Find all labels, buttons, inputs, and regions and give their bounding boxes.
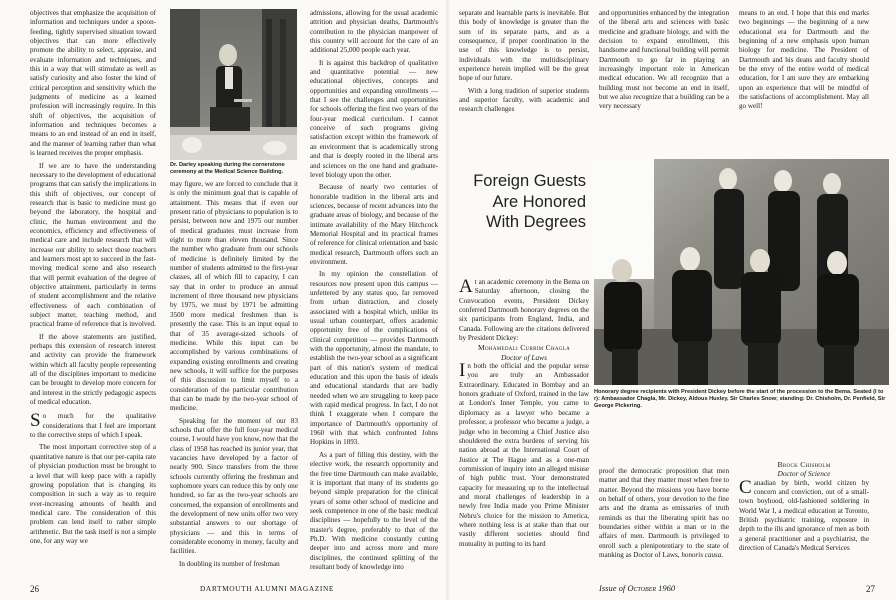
right-top-column-2 [599,9,729,112]
citation-paragraph [459,362,589,549]
honoree-name-chagla: Mohamedali Currim Chagla [477,343,571,353]
right-column-3 [739,460,869,553]
paragraph: In doubling its number of freshman [179,559,280,568]
honorary-recipients-photo-graphic [594,159,889,385]
drop-cap: C [739,476,752,498]
paragraph: may figure, we are forced to conclude that it is only the minimum goal that is capable of attainment. This means that if even our present ratio of physicians to population is to persist, between now and 1975 our number of medical graduates must increase from eight to more than eleven thousand. Since the number who graduate from our schools of medicine is definitely limited by the number of students admitted to the first-year classes, all of which fill to capacity, I can say that in order to produce an annual increment of three thousand new physicians by 1975, we must by 1971 be admitting 3500 more medical freshmen than is presently the case. This is an input equal to that of 35 average-sized schools of medicine. While this input can be accomplished by various combinations of expanding existing enrollments and creating new schools, it will suffice for the purposes of this discussion to limit myself to a consideration of the particular contribution that can be made by the two-year school of medicine. [170,180,298,413]
paragraph: If we are to have the understanding necessary to the development of educational programs that can satisfy the implications in this shift of objectives, our concept of research that is basic to medicine must go beyond the laboratory, the hospital and clinic, the human environment and the economics, efficiency and effectiveness of medical care and include research that will increase our ability to select those teachers and learners most apt to succeed in the fast-moving medical scene and also research that will permit evaluation of the degree of objective attainment, particularly in terms of student accomplishment and the relative effectiveness of each combination of subject matter, teaching method, and practical frame of reference that is involved. [30,161,156,329]
left-column-2 [170,180,298,569]
paragraph: In my opinion the constellation of resources now present upon this campus — unfettered by any status quo, far removed from urban distraction, and closely associated with a hospital which, unlike its usual urban counterpart, offers academic opportunity free of the complications of clinical competition — provides Dartmouth with the opportunity, almost the mandate, to establish the two-year school as a significant part of this nation's system of medical education and this upon the basis of ideals and educational standards that are badly needed when we are struggling to keep pace with rapid medical progress. In fact, I do not think I exaggerate when I compare the importance of Dartmouth's opportunity of 1960 with that which confronted Johns Hopkins in 1893. [310,270,438,447]
right-top-column-3 [739,9,869,112]
paragraph: Because of nearly two centuries of honorable tradition in the liberal arts and sciences, because of recent advances into the graduate areas of biology, and because of the intimate availability of the Mary Hitchcock Memorial Hospital and its practical frames of reference for clinical orientation and basic medical research, Dartmouth offers such an environment. [310,183,438,266]
left-column-1 [30,9,156,546]
left-column-3 [310,9,438,572]
paragraph-text: proof the democratic proposition that men matter and that they matter most when free to matter. Beyond the missions you have borne on behalf of others, your devotion to the fine arts and the drama as emissaries of truth reminds us that the liberating spirit has no boundaries either within a man or in the affairs of men. Dartmouth is privileged to enroll such a plenipotentiary to the state of manking as Doctor of Laws, [599,467,729,560]
paragraph-text: n both the official and the popular sense you are truly an Ambassador Extraordinary. Educated in Bombay and an honors graduate of Oxford, trained in the law at London's Inner Temple, you came to diplomacy as a lawyer who became a professor, a professor who became a judge, a judge who in becoming a Chief Justice also shouldered the extra burdens of serving his nation abroad at the International Court of Justice at The Hague and as a one-man commission of inquiry into an alleged misuse of high public trust. Your demonstrated capacity for measuring up to the intellectual and moral challenges of leadership in a newly free India made you Prime Minister Nehru's choice for the mission to America, where nothing less is at stake than that our vastly different societies should find mutuality in putting to its hard [459,362,589,548]
drop-cap: I [459,360,466,382]
paragraph: and opportunities enhanced by the integration of the liberal arts and sciences with basic medicine and graduate biology, and with the decision to expand enrollment, this handsome and functional building will permit Dartmouth to go far in playing an increasingly important role in American medical education. We all recognize that a building must not become an end in itself, but we also recognize that a building can be a very necessary [599,9,729,111]
paragraph [599,467,729,560]
degree-title-chagla: Doctor of Laws [501,352,547,362]
honoris-causa: honoris causa. [681,551,724,560]
paragraph: separate and learnable parts is inevitable. But this body of knowledge is greater than the sum of its separate parts, and as a consequence, if proper coordination in the use of this knowledge is to persist, individuals with the multidisciplinary experience herein implied will be the great hope of our future. [459,9,589,83]
paragraph: It is against this backdrop of qualitative and quantitative potential — new educational objectives, concepts and opportunities and expanding enrollments — that I see the challenges and opportunities for schools offering the first two years of the four-year medical curriculum. I cannot conceive of such programs giving satisfaction except within the framework of an environment that is academically strong and that is deeply rooted in the liberal arts and sciences on the one hand and graduate-level biology upon the other. [310,58,438,179]
headline-line-2: Are Honored [492,192,586,211]
right-top-column-1 [459,9,589,115]
headline-line-1: Foreign Guests [473,172,586,190]
paragraph: With a long tradition of superior students and superior faculty, with academic and research challenges [459,86,589,114]
paragraph: If the above statements are justified, perhaps this extension of research interest and activity can provide the framework within which all faculty people representing all of the disciplines important to medicine can be brought to develop more concern for and interest in the strictly pedagogic aspects of medical education. [30,332,156,407]
paragraph: admissions, allowing for the usual academic attrition and physician deaths, Dartmouth's contribution to the physician manpower of this country will account for the care of an additional 25,000 people each year. [310,9,438,55]
page-gutter [446,0,450,600]
paragraph-text: t an academic ceremony in the Bema on Saturday afternoon, closing the Convocation events, President Dickey conferred Dartmouth honorary degrees on the six participants from England, India, and Canada. Following are the citations delivered by President Dickey: [459,278,589,343]
drop-cap: A [459,276,473,297]
issue-footer [599,583,675,593]
right-column-2 [599,467,729,560]
paragraph: The most important corrective step of a quantitative nature is that our per-capita rate of physician production must be brought to a level that will keep pace with a rapidly growing population that is changing its composition in such a way as to require ever-increasing amounts of health and medical care. The consideration of this problem can lend itself to rather simple arithmetic. But the task itself is not a simple one, for any way we [30,443,156,545]
honoree-name-chisholm: Brock Chisholm [777,460,831,469]
article-headline [456,171,586,233]
issue-label: Issue of [599,583,626,593]
paragraph: objectives that emphasize the acquisition of information and techniques under a spoon-feeding, tightly supervised situation toward objectives that can more effectively promote the ability to select, appraise, and evaluate information and techniques, and this in a way that will stimulate as well as satisfy curiosity and also foster the kind of critical perception and sensitivity which the judgments of medicine as a learned profession will increasingly require. In this shift of objectives, the acquisition of information and techniques becomes a means to an end instead of an end in itself, and the manner of learning rather than what is learned receives the proper emphasis. [30,9,156,158]
paragraph: means to an end. I hope that this end marks two beginnings — the beginning of a new educational era for Dartmouth and the beginning of a new emphasis upon human biology for medicine. The President of Dartmouth and his deans and faculty should be the envy of the entire world of medical education, for I am sure they are embarking upon an experience that will be mindful of the satisfactions of accomplishment. May all go well! [739,9,869,111]
cornerstone-photo-caption: Dr. Darley speaking during the cornerstone ceremony at the Medical Science Building. [170,162,285,175]
paragraph-text: o much for the qualitative considerations that I feel are important to the corrective steps of which I speak. [30,412,156,440]
drop-cap: S [30,410,41,432]
citation-paragraph [739,476,869,554]
honorary-recipients-photo [594,159,889,385]
cornerstone-photo [170,9,297,160]
intro-paragraph [459,278,589,343]
paragraph-text: anadian by birth, world citizen by concern and conviction, out of a small-town boyhood, old-fashioned soldiering in World War I, a medical education at Toronto, British psychiatric training, exposure in depth to the ills and ignorance of men as both a general practitioner and a psychiatrist, the direction of Canada's Medical Services [739,478,869,553]
cornerstone-photo-graphic [170,9,297,160]
page-number-left: 26 [30,584,39,594]
issue-date: October 1960 [627,583,676,593]
paragraph [30,412,156,440]
page-number-right: 27 [866,584,875,594]
right-column-1 [459,278,589,549]
magazine-footer: DARTMOUTH ALUMNI MAGAZINE [200,584,335,593]
degree-title-chisholm: Doctor of Science [777,469,831,479]
honorary-photo-caption: Honorary degree recipients with President Dickey before the start of the procession to the Bema. Seated (l to r): Ambassador Chagla, Mr. Dickey, Aldous Huxley, Sir Charles Snow; standing: Dr. Chisholm, Dr. Penfield, Sir George Pickering. [594,389,886,409]
paragraph: Speaking for the moment of our 83 schools that offer the full four-year medical course, I would have you know, now that the class of 1958 has reached its junior year, that vacancies have developed by a factor of nearly 900. Since transfers from the three schools currently offering the freshman and sophomore years can reduce this by only one hundred, so far as the two-year schools are concerned, the expansion of enrollments and the development of new units offer two very substantial answers to our shortage of physicians — and this in terms of considerable economy in money, faculty and facilities. [170,416,298,556]
headline-line-3: With Degrees [486,213,586,231]
paragraph: As a part of filling this destiny, with the elective work, the research opportunity and the free time Dartmouth can make available, it is important that many of its students go beyond simple preparation for the clinical years of some other school of medicine and seek competence in one of the basic medical disciplines — hopefully to the level of the master's degree, preferably to that of the Ph.D. With medicine constantly cutting deeper into and across more and more disciplines, the continued splitting of the resultant body of knowledge into [310,450,438,571]
